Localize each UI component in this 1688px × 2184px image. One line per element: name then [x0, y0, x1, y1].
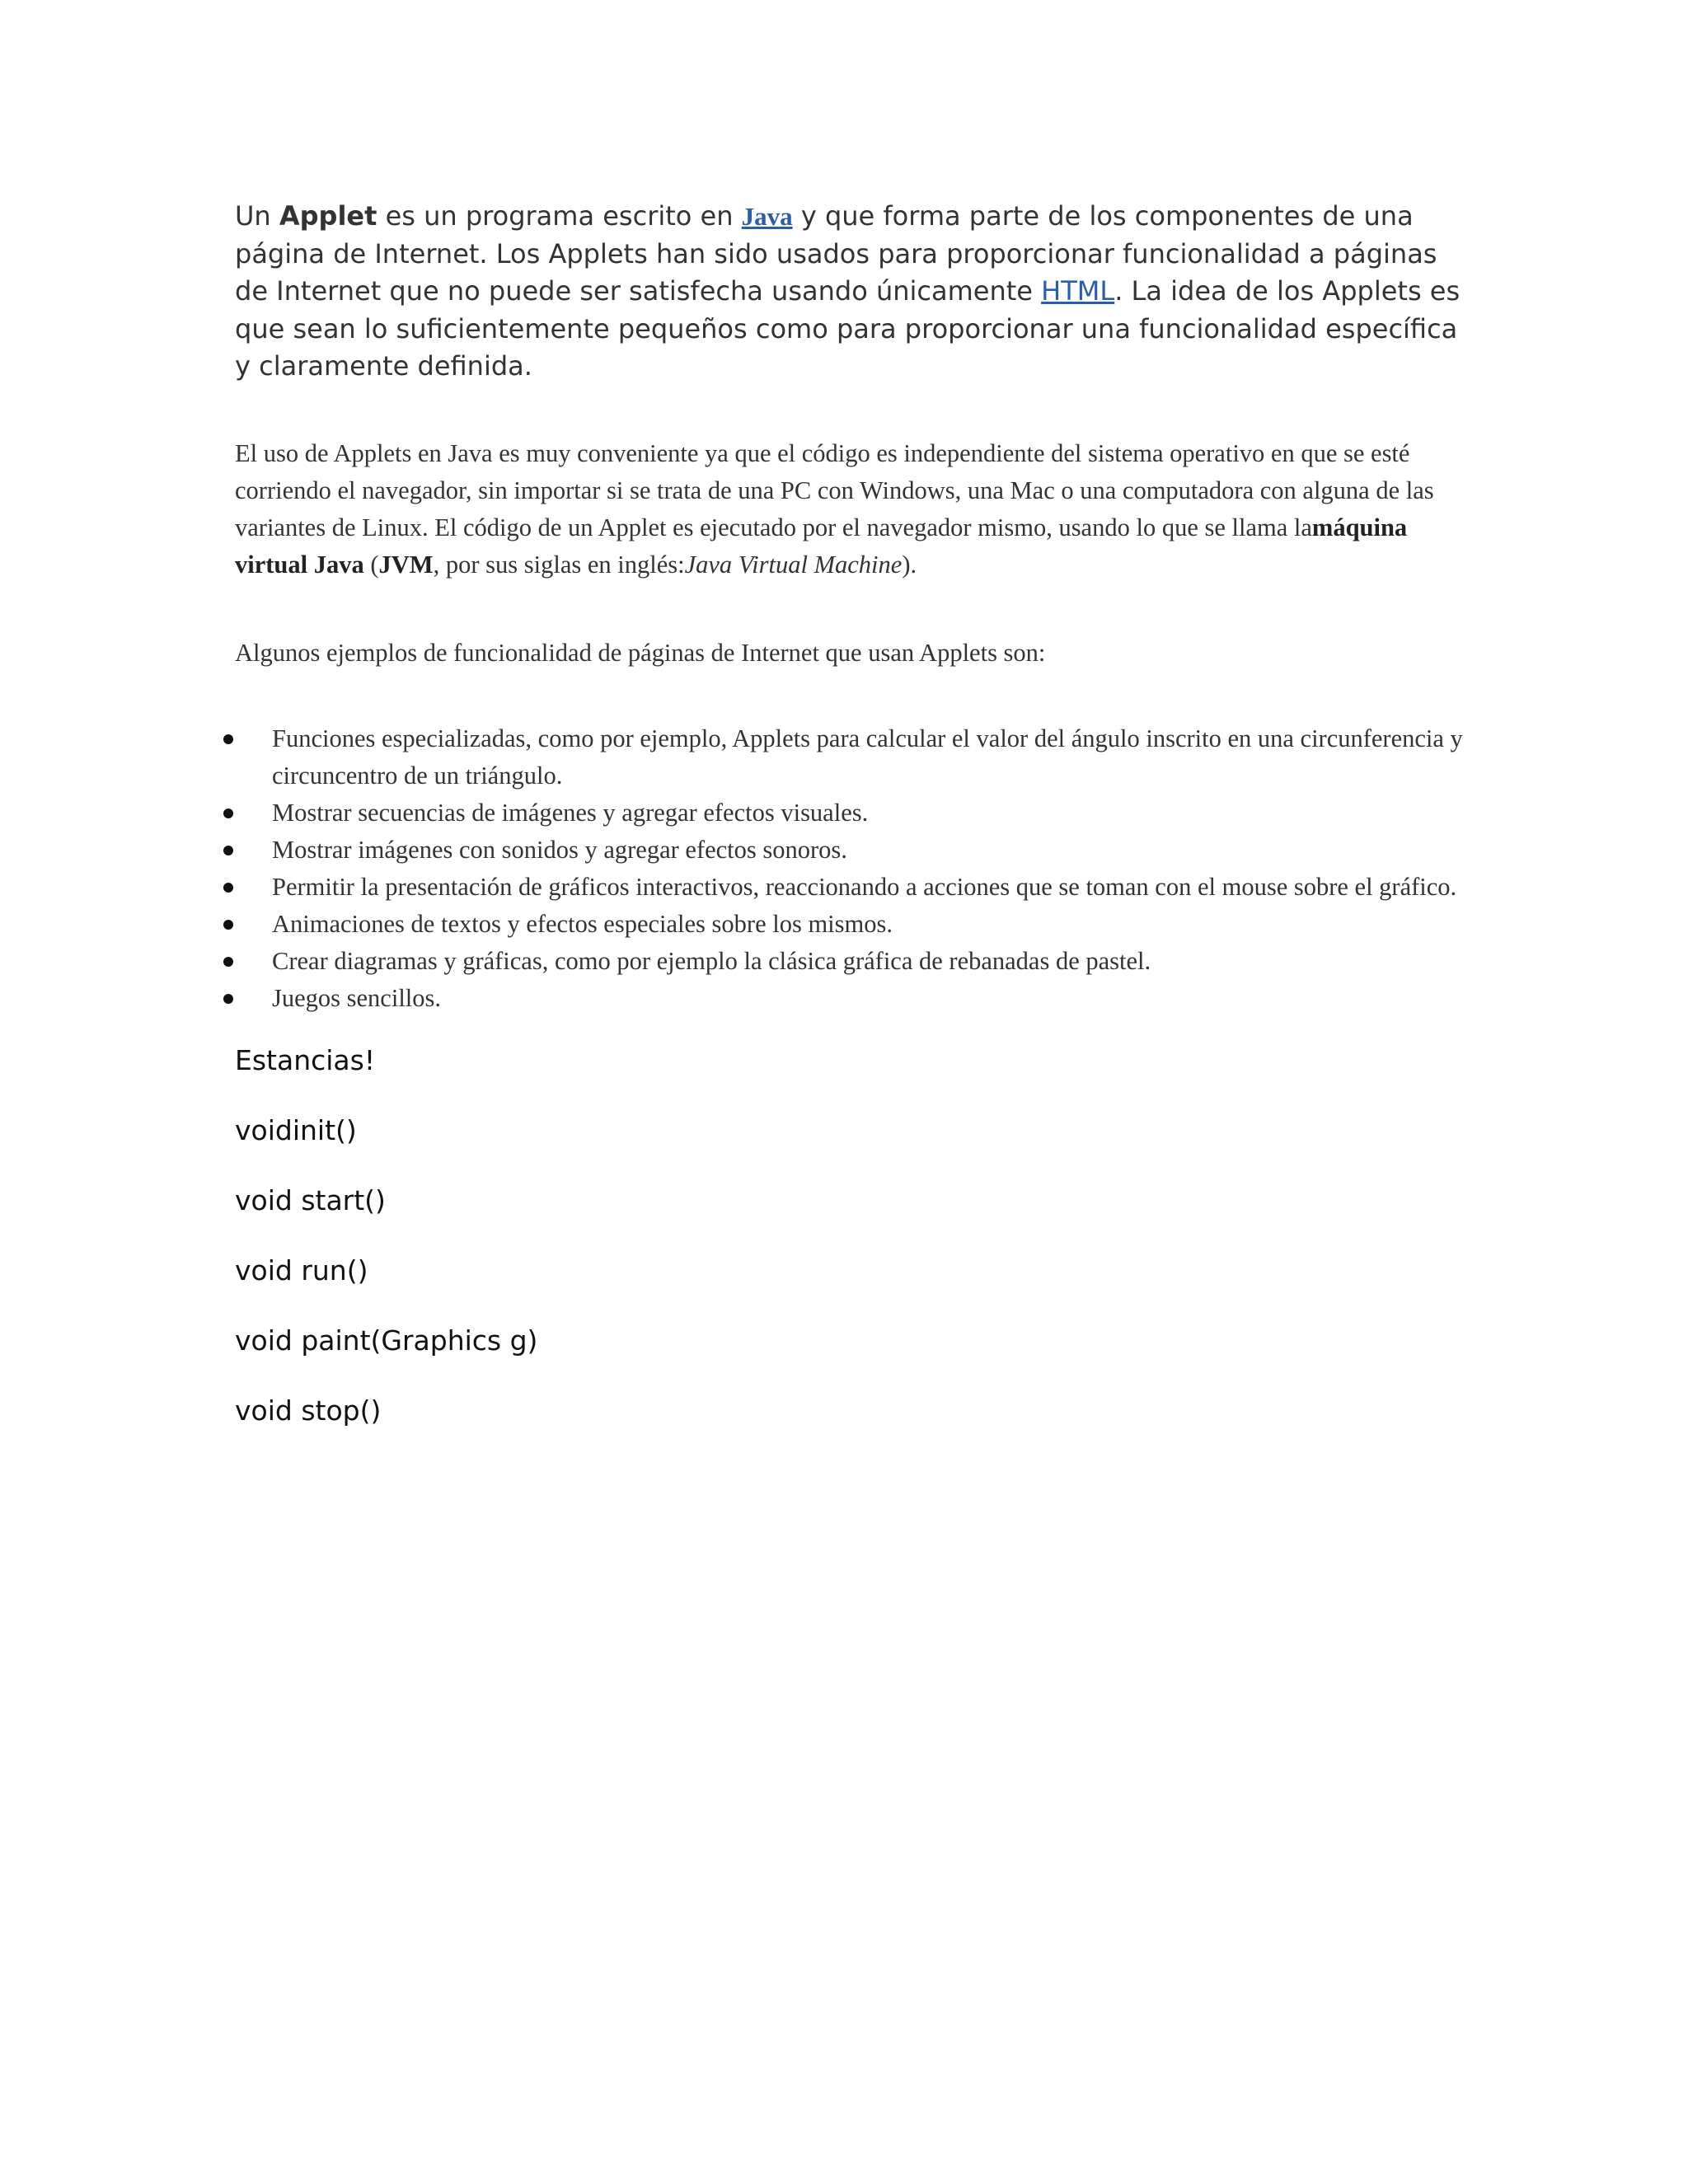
intro-paragraph: [235, 198, 1471, 386]
intro-text-1: Un: [235, 200, 279, 232]
intro-text-3: y que forma parte de los componentes de una página de Internet. Los Applets han sido usados para proporcionar funcionalidad a páginas de Internet que no puede ser satisfecha usando únicamente: [235, 200, 1437, 307]
list-item-text: Mostrar secuencias de imágenes y agregar efectos visuales.: [272, 799, 869, 827]
method-run: void run(): [235, 1254, 368, 1286]
bullet-icon: [223, 920, 233, 930]
list-item: [235, 980, 1488, 1017]
jvm-english-name: Java Virtual Machine: [684, 551, 903, 579]
list-item-text: Permitir la presentación de gráficos interactivos, reaccionando a acciones que se toman con el mouse sobre el gráfico.: [272, 873, 1457, 901]
list-item: [235, 794, 1488, 832]
list-item-text: Animaciones de textos y efectos especiales sobre los mismos.: [272, 910, 893, 938]
method-stop: void stop(): [235, 1394, 382, 1427]
methods-heading: Estancias!: [235, 1044, 376, 1076]
bullet-icon: [223, 994, 233, 1004]
method-paint: void paint(Graphics g): [235, 1324, 538, 1357]
jvm-paragraph: [235, 435, 1471, 583]
examples-list: [235, 720, 1488, 1017]
method-init: voidinit(): [235, 1114, 357, 1146]
jvm-acronym: JVM: [378, 551, 434, 579]
list-item-text: Mostrar imágenes con sonidos y agregar efectos sonoros.: [272, 836, 847, 864]
list-item: [235, 720, 1488, 794]
list-item: [235, 832, 1488, 869]
list-item: [235, 906, 1488, 943]
jvm-text-4: ).: [902, 551, 917, 579]
lifecycle-methods-list: [235, 1040, 537, 1460]
list-item-text: Funciones especializadas, como por ejemplo, Applets para calcular el valor del ángulo inscrito en una circunferencia y circuncentro de un triángulo.: [272, 724, 1463, 790]
jvm-text-2: (: [363, 551, 379, 579]
list-item: [235, 869, 1488, 906]
jvm-text-1: El uso de Applets en Java es muy conveniente ya que el código es independiente del sistema operativo en que se esté corriendo el navegador, sin importar si se trata de una PC con Windows, una Mac o una computadora con alguna de las variantes de Linux. El código de un Applet es ejecutado por el navegador mismo, usando lo que se llama la: [235, 439, 1434, 541]
bullet-icon: [223, 808, 233, 818]
list-item: [235, 943, 1488, 980]
list-item-text: Juegos sencillos.: [272, 984, 442, 1012]
examples-intro: Algunos ejemplos de funcionalidad de páginas de Internet que usan Applets son:: [235, 639, 1046, 667]
jvm-text-3: , por sus siglas en inglés:: [433, 551, 685, 579]
bullet-icon: [223, 883, 233, 893]
java-link[interactable]: Java: [741, 202, 793, 231]
bullet-icon: [223, 957, 233, 967]
list-item-text: Crear diagramas y gráficas, como por ejemplo la clásica gráfica de rebanadas de pastel.: [272, 947, 1151, 975]
applet-term: Applet: [279, 200, 377, 232]
method-start: void start(): [235, 1184, 386, 1216]
html-link[interactable]: HTML: [1041, 275, 1115, 307]
intro-text-2: es un programa escrito en: [377, 200, 742, 232]
jvm-term: máquina virtual Java: [235, 513, 1408, 579]
bullet-icon: [223, 734, 233, 744]
bullet-icon: [223, 846, 233, 855]
intro-text-4: . La idea de los Applets es que sean lo suficientemente pequeños como para proporcionar una funcionalidad específica y claramente definida.: [235, 275, 1461, 382]
